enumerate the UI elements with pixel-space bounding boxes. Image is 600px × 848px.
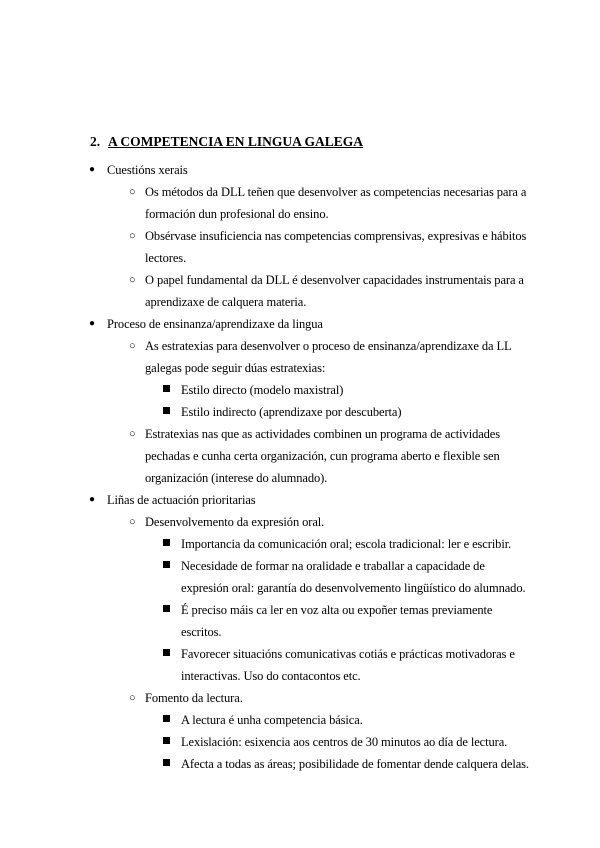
bullet-square-icon (163, 385, 170, 392)
list-item-label: Proceso de ensinanza/aprendizaxe da lingua (107, 317, 323, 331)
bullet-circle-icon: ○ (129, 516, 136, 528)
list-item-text: Desenvolvemento da expresión oral. (145, 515, 325, 529)
list-item-text: Obsérvase insuficiencia nas competencias comprensivas, expresivas e hábitos (145, 229, 527, 243)
list-item-label: Liñas de actuación prioritarias (107, 493, 256, 507)
list-item-text: aprendizaxe de calquera materia. (145, 295, 307, 309)
list-item-text: Lexislación: esixencia aos centros de 30 minutos ao día de lectura. (181, 735, 508, 749)
bullet-square-icon (163, 759, 170, 766)
list-item-text: Os métodos da DLL teñen que desenvolver as competencias necesarias para a (145, 185, 527, 199)
bullet-square-icon (163, 649, 170, 656)
bullet-disc-icon: ● (89, 494, 96, 505)
bullet-circle-icon: ○ (129, 274, 136, 286)
list-item-text: Fomento da lectura. (145, 691, 243, 705)
list-item-text: Importancia da comunicación oral; escola tradicional: ler e escribir. (181, 537, 512, 551)
section-title: A COMPETENCIA EN LINGUA GALEGA (108, 134, 364, 149)
bullet-circle-icon: ○ (129, 692, 136, 704)
bullet-disc-icon: ● (89, 164, 96, 175)
list-item-text: É preciso máis ca ler en voz alta ou expoñer temas previamente (181, 603, 493, 617)
bullet-square-icon (163, 605, 170, 612)
bullet-circle-icon: ○ (129, 340, 136, 352)
list-item-text: escritos. (181, 625, 222, 639)
list-item-text: O papel fundamental da DLL é desenvolver capacidades instrumentais para a (145, 273, 524, 287)
section-heading (90, 134, 363, 150)
list-item-text: Necesidade de formar na oralidade e traballar a capacidade de (181, 559, 485, 573)
list-item-text: pechadas e cunha certa organización, cun programa aberto e flexible sen (145, 449, 500, 463)
list-item-label: Cuestións xerais (107, 163, 188, 177)
list-item-text: organización (interese do alumnado). (145, 471, 328, 485)
bullet-square-icon (163, 715, 170, 722)
list-item-text: Afecta a todas as áreas; posibilidade de fomentar dende calquera delas. (181, 757, 529, 771)
list-item-text: lectores. (145, 251, 187, 265)
bullet-square-icon (163, 737, 170, 744)
list-item-text: expresión oral: garantía do desenvolvemento lingüístico do alumnado. (181, 581, 526, 595)
list-item-text: A lectura é unha competencia básica. (181, 713, 363, 727)
bullet-square-icon (163, 539, 170, 546)
list-item-text: Estratexias nas que as actividades combinen un programa de actividades (145, 427, 501, 441)
bullet-circle-icon: ○ (129, 230, 136, 242)
list-item-text: As estratexias para desenvolver o proceso de ensinanza/aprendizaxe da LL (145, 339, 512, 353)
list-item-text: Estilo indirecto (aprendizaxe por descuberta) (181, 405, 402, 419)
bullet-square-icon (163, 561, 170, 568)
list-item-text: formación dun profesional do ensino. (145, 207, 329, 221)
list-item-text: Favorecer situacións comunicativas cotiás e prácticas motivadoras e (181, 647, 515, 661)
list-item-text: interactivas. Uso do contacontos etc. (181, 669, 361, 683)
list-item-text: galegas pode seguir dúas estratexias: (145, 361, 326, 375)
list-item-text: Estilo directo (modelo maxistral) (181, 383, 344, 397)
bullet-disc-icon: ● (89, 318, 96, 329)
section-number: 2. (90, 134, 101, 149)
bullet-circle-icon: ○ (129, 428, 136, 440)
bullet-square-icon (163, 407, 170, 414)
bullet-circle-icon: ○ (129, 186, 136, 198)
